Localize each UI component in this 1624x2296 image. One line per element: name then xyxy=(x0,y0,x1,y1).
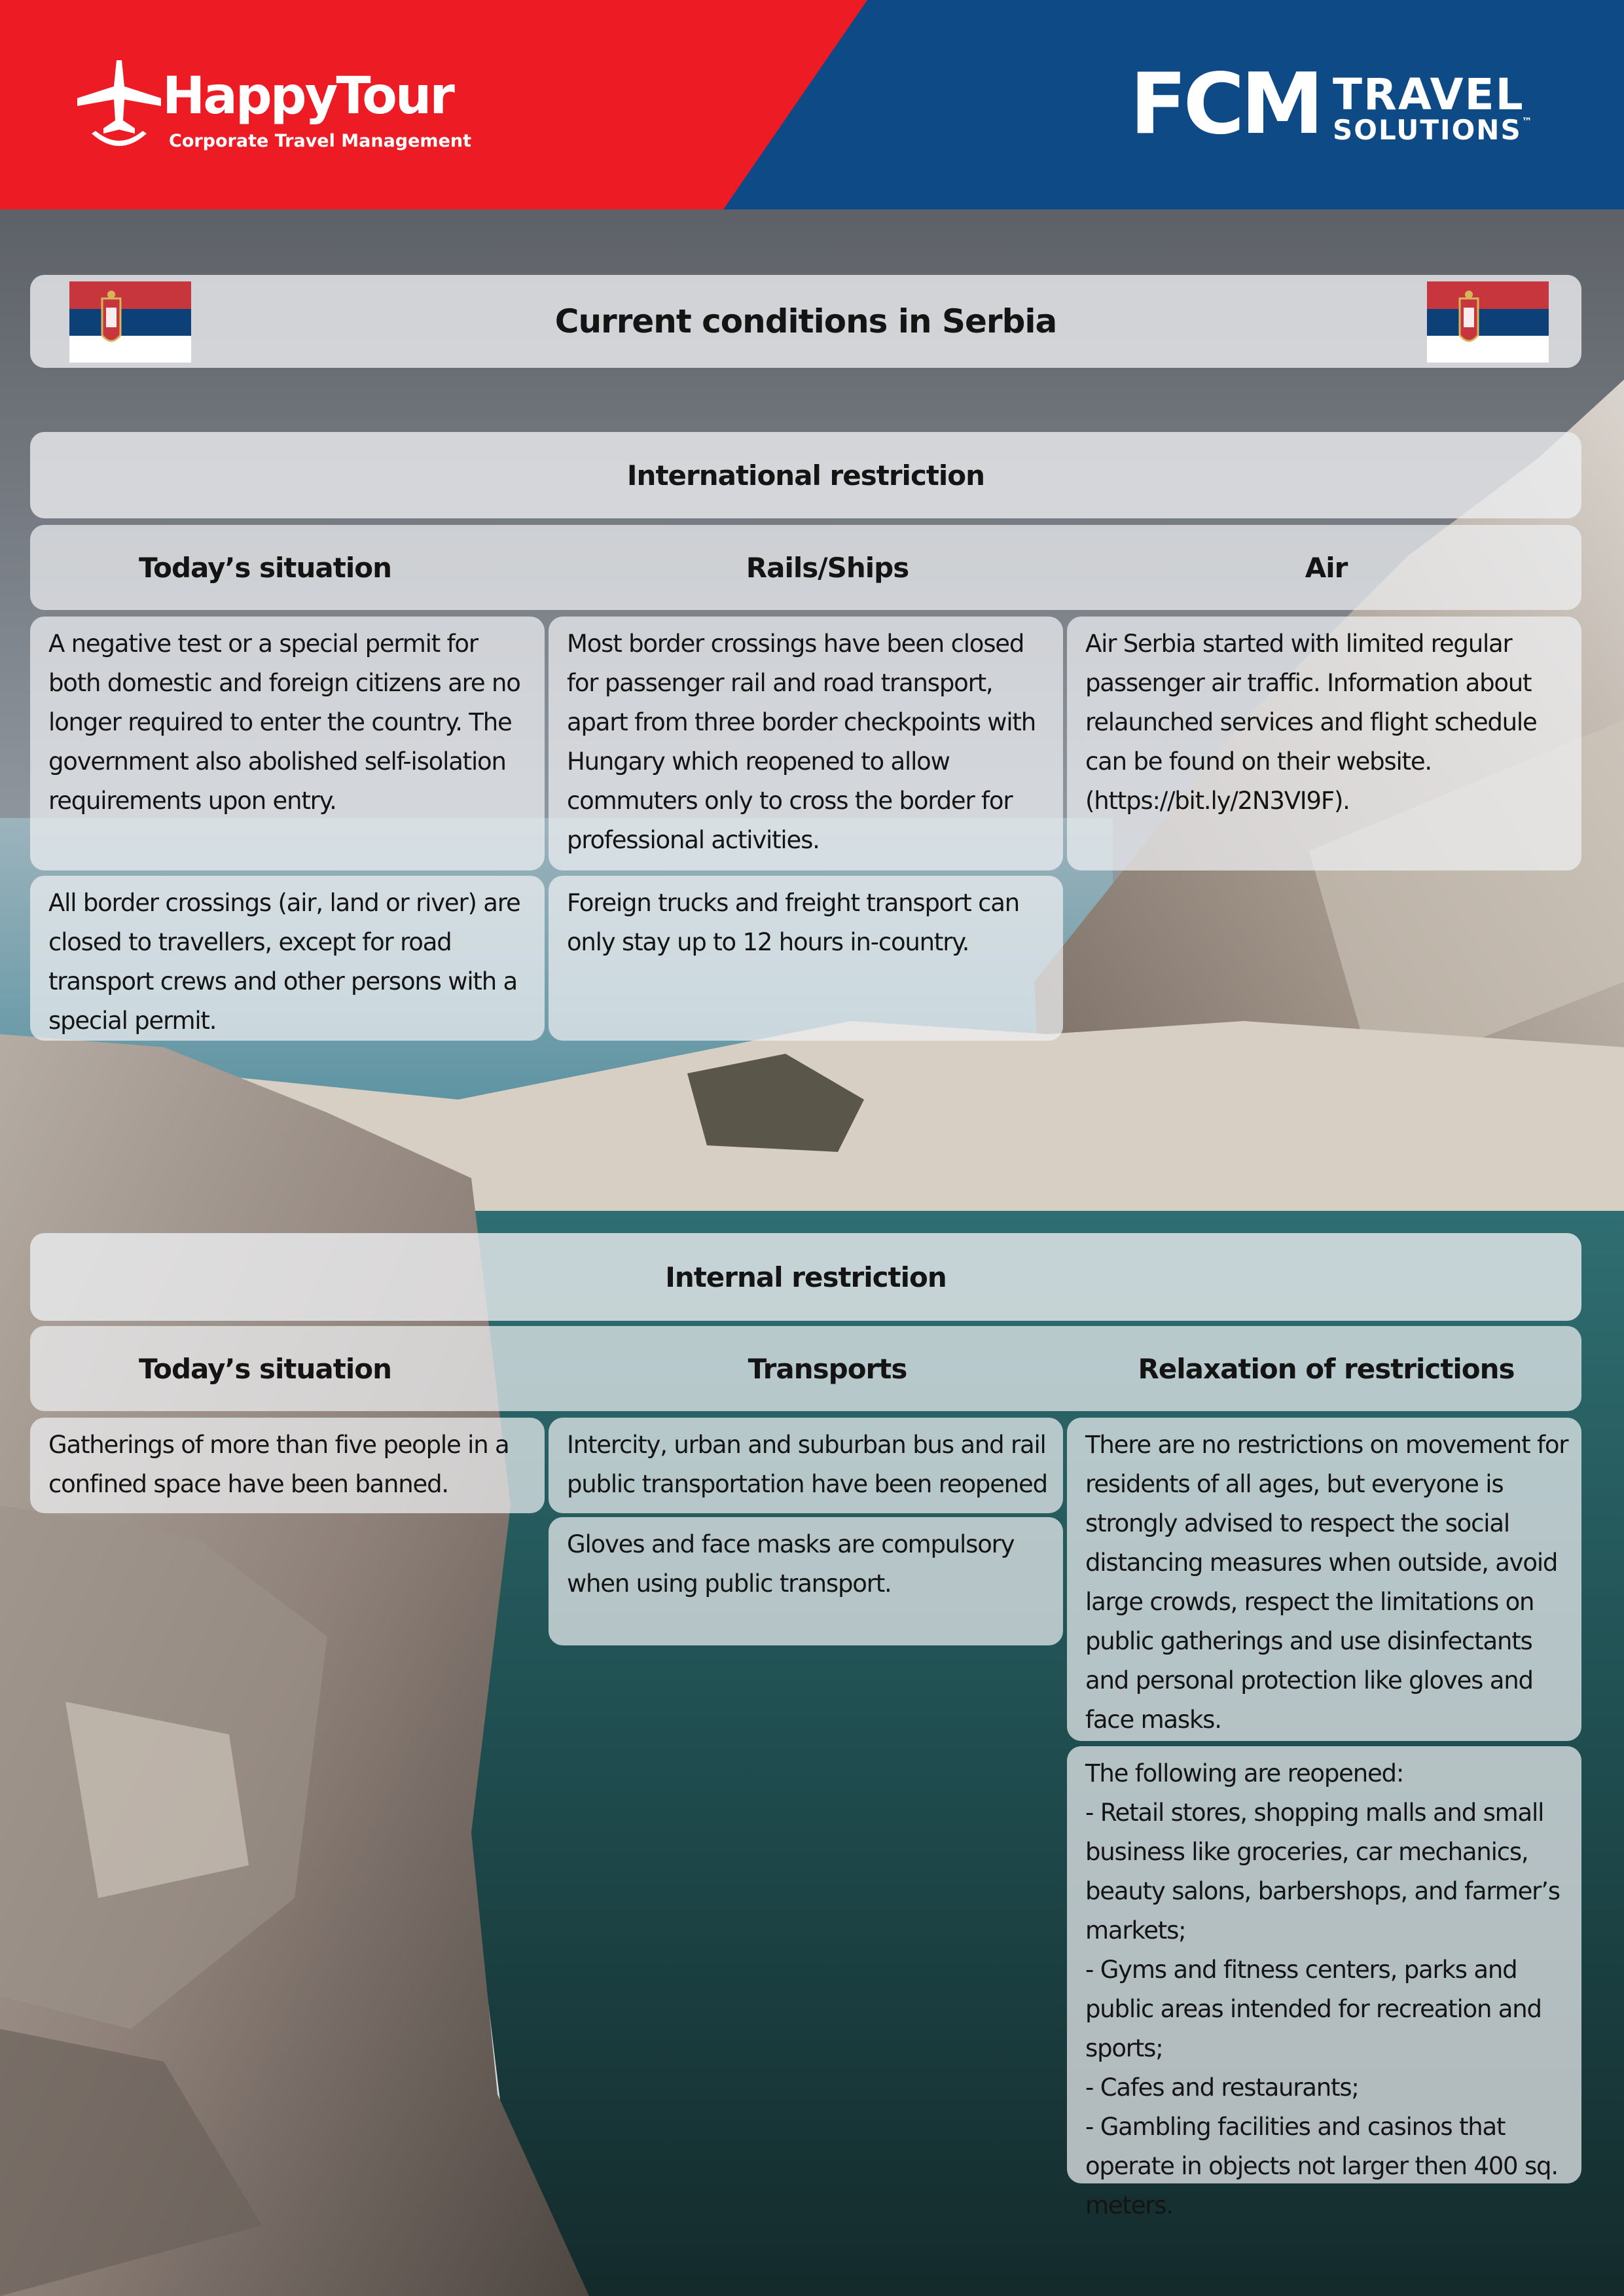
intl-today-cell-2 xyxy=(30,876,545,1041)
int-relaxation-text-2: The following are reopened: - Retail stores, shopping malls and small business like groceries, car mechanics, beauty salons, barbershops, and farmer’s markets; - Gyms and fitness centers, parks and public areas intended for recreation and sports; - Cafes and restaurants; - Gambling facilities and casinos that operate in objects not larger then 400 sq. meters. xyxy=(1085,1759,1560,2219)
happytour-logo-name: HappyTour xyxy=(162,67,453,126)
fcm-logo-solutions-text: SOLUTIONS xyxy=(1333,114,1522,146)
internal-restriction-heading xyxy=(30,1233,1581,1321)
internal-column-header-bar xyxy=(30,1326,1581,1411)
serbia-flag-icon xyxy=(69,281,191,363)
col-title-air: Air xyxy=(1305,551,1348,584)
international-column-header-bar xyxy=(30,525,1581,610)
intl-today-text-2: All border crossings (air, land or river) are closed to travellers, except for road transport crews and other persons with a special permit. xyxy=(48,889,520,1035)
airplane-smile-icon xyxy=(77,60,161,152)
intl-today-cell-1 xyxy=(30,617,545,870)
int-transports-cell-2 xyxy=(549,1517,1063,1645)
happytour-logo-tagline: Corporate Travel Management xyxy=(169,131,472,151)
fcm-logo-travel: TRAVEL xyxy=(1333,69,1525,120)
fcm-logo-solutions xyxy=(1333,114,1532,146)
page-title-bar xyxy=(30,275,1581,368)
internal-heading-text: Internal restriction xyxy=(665,1261,947,1293)
intl-rails-text-2: Foreign trucks and freight transport can only stay up to 12 hours in-country. xyxy=(567,889,1019,956)
col-title-transports: Transports xyxy=(748,1352,907,1385)
fcm-logo-trademark: ™ xyxy=(1521,115,1532,128)
intl-air-text-1: Air Serbia started with limited regular passenger air traffic. Information about relaunched services and flight schedule can be found on their website. (https://bit.ly/2N3VI9F). xyxy=(1085,630,1537,815)
int-today-cell-1 xyxy=(30,1418,545,1513)
intl-rails-text-1: Most border crossings have been closed for passenger rail and road transport, apart from three border checkpoints with Hungary which reopened to allow commuters only to cross the border for professional activities. xyxy=(567,630,1036,854)
international-restriction-heading xyxy=(30,432,1581,518)
page-title: Current conditions in Serbia xyxy=(554,302,1057,340)
serbia-flag-icon xyxy=(1427,281,1549,363)
int-transports-text-2: Gloves and face masks are compulsory when using public transport. xyxy=(567,1530,1015,1598)
international-heading-text: International restriction xyxy=(626,459,985,492)
int-transports-cell-1 xyxy=(549,1418,1063,1513)
col-title-today: Today’s situation xyxy=(139,1352,391,1385)
col-title-today: Today’s situation xyxy=(139,551,391,584)
intl-today-text-1: A negative test or a special permit for both domestic and foreign citizens are no longer required to enter the country. The government also abolished self-isolation requirements upon entry. xyxy=(48,630,520,815)
intl-rails-cell-1 xyxy=(549,617,1063,870)
intl-air-cell-1 xyxy=(1067,617,1581,870)
int-relaxation-cell-2 xyxy=(1067,1746,1581,2219)
int-transports-text-1: Intercity, urban and suburban bus and rail public transportation have been reopened xyxy=(567,1431,1047,1498)
fcm-logo-mark: FCM xyxy=(1130,56,1320,153)
col-title-relaxation: Relaxation of restrictions xyxy=(1138,1352,1515,1385)
intl-rails-cell-2 xyxy=(549,876,1063,1041)
int-relaxation-cell-1 xyxy=(1067,1418,1581,1741)
int-today-text-1: Gatherings of more than five people in a confined space have been banned. xyxy=(48,1431,509,1498)
int-relaxation-text-1: There are no restrictions on movement for residents of all ages, but everyone is strongly advised to respect the social distancing measures when outside, avoid large crowds, respect the limitations on public gatherings and use disinfectants and personal protection like gloves and face masks. xyxy=(1085,1431,1568,1734)
col-title-rails-ships: Rails/Ships xyxy=(746,551,909,584)
